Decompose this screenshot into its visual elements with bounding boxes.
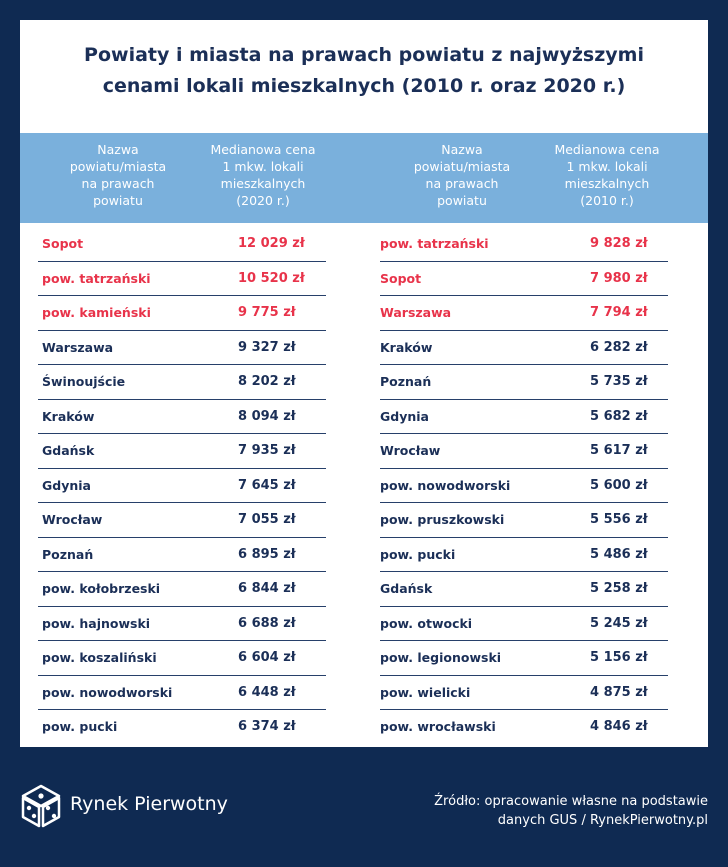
cell-name-2020: Wrocław xyxy=(42,512,103,527)
cell-price-2010: 5 245 zł xyxy=(590,615,648,631)
cell-name-2020: Warszawa xyxy=(42,339,114,355)
cell-price-2020: 9 327 zł xyxy=(238,339,296,355)
cell-price-2020: 9 775 zł xyxy=(238,305,296,320)
source-line-2: danych GUS / RynekPierwotny.pl xyxy=(497,813,708,828)
cell-name-2010: Gdynia xyxy=(380,408,429,424)
cell-name-2020: pow. kamieński xyxy=(42,305,151,320)
cell-name-2010: Wrocław xyxy=(380,443,441,458)
cell-price-2010: 4 846 zł xyxy=(590,719,648,734)
header-name-2010: Nazwa powiatu/miasta na prawach powiatu xyxy=(413,142,511,208)
cell-price-2010: 5 486 zł xyxy=(590,546,648,562)
cell-name-2020: Świnoujście xyxy=(42,374,126,389)
brand-name: Rynek Pierwotny xyxy=(70,793,228,815)
cell-name-2010: Poznań xyxy=(380,374,432,389)
cell-price-2020: 8 094 zł xyxy=(238,408,296,424)
cell-name-2020: Gdańsk xyxy=(42,443,95,458)
cell-price-2010: 5 682 zł xyxy=(590,408,648,424)
cell-name-2020: pow. nowodworski xyxy=(42,684,173,700)
header-price-2020: Medianowa cena 1 mkw. lokali mieszkalnych (2020 r.) xyxy=(210,142,316,208)
cell-price-2010: 7 794 zł xyxy=(590,305,648,320)
cell-price-2010: 6 282 zł xyxy=(590,339,648,355)
cell-name-2010: Kraków xyxy=(380,339,433,355)
title-line-1: Powiaty i miasta na prawach powiatu z najwyższymi xyxy=(84,44,644,66)
cell-price-2020: 6 448 zł xyxy=(238,684,296,700)
cell-name-2010: pow. pucki xyxy=(380,546,456,562)
chart-title xyxy=(20,40,708,102)
source-line-1: Źródło: opracowanie własne na podstawie xyxy=(434,794,708,809)
table-header xyxy=(20,133,708,223)
cell-name-2020: Gdynia xyxy=(42,477,91,493)
cell-name-2010: pow. legionowski xyxy=(380,650,502,665)
cell-name-2010: Sopot xyxy=(380,270,422,286)
cell-price-2010: 5 556 zł xyxy=(590,512,648,527)
cell-price-2020: 6 844 zł xyxy=(238,581,296,596)
table-row xyxy=(20,365,708,400)
cell-name-2020: pow. hajnowski xyxy=(42,615,151,631)
cell-price-2020: 12 029 zł xyxy=(238,236,305,251)
table-card xyxy=(20,20,708,747)
table-row xyxy=(20,641,708,676)
cell-name-2010: Gdańsk xyxy=(380,581,433,596)
cell-price-2010: 5 617 zł xyxy=(590,443,648,458)
table-row xyxy=(20,538,708,573)
table-row xyxy=(20,296,708,331)
cell-price-2020: 6 895 zł xyxy=(238,546,296,562)
cell-price-2010: 5 600 zł xyxy=(590,477,648,493)
cell-price-2020: 6 374 zł xyxy=(238,719,296,734)
cell-name-2020: pow. pucki xyxy=(42,719,118,734)
cell-price-2010: 4 875 zł xyxy=(590,684,648,700)
title-line-2: cenami lokali mieszkalnych (2010 r. oraz 2020 r.) xyxy=(102,75,626,97)
table-row xyxy=(20,400,708,435)
cell-price-2020: 7 645 zł xyxy=(238,477,296,493)
cell-name-2020: Kraków xyxy=(42,408,95,424)
table-row xyxy=(20,262,708,297)
cell-name-2010: Warszawa xyxy=(380,305,452,320)
table-row xyxy=(20,607,708,642)
cell-name-2020: pow. kołobrzeski xyxy=(42,581,161,596)
table-body xyxy=(20,227,708,745)
table-row xyxy=(20,676,708,711)
cell-price-2010: 5 156 zł xyxy=(590,650,648,665)
header-price-2010: Medianowa cena 1 mkw. lokali mieszkalnych (2010 r.) xyxy=(554,142,660,208)
source-note xyxy=(378,792,708,830)
cell-name-2010: pow. wrocławski xyxy=(380,719,496,734)
table-row xyxy=(20,469,708,504)
header-name-2020: Nazwa powiatu/miasta na prawach powiatu xyxy=(69,142,167,208)
table-row xyxy=(20,503,708,538)
cell-name-2020: Poznań xyxy=(42,546,94,562)
cell-name-2010: pow. pruszkowski xyxy=(380,512,505,527)
cell-name-2020: pow. tatrzański xyxy=(42,270,151,286)
table-row xyxy=(20,434,708,469)
cube-logo-icon xyxy=(20,784,62,828)
cell-name-2020: pow. koszaliński xyxy=(42,650,157,665)
cell-price-2010: 9 828 zł xyxy=(590,236,648,251)
cell-price-2020: 8 202 zł xyxy=(238,374,296,389)
cell-price-2020: 7 935 zł xyxy=(238,443,296,458)
table-row xyxy=(20,227,708,262)
cell-name-2020: Sopot xyxy=(42,236,84,251)
table-row xyxy=(20,572,708,607)
table-row xyxy=(20,710,708,745)
cell-price-2020: 6 688 zł xyxy=(238,615,296,631)
cell-price-2020: 7 055 zł xyxy=(238,512,296,527)
cell-name-2010: pow. wielicki xyxy=(380,684,471,700)
cell-price-2020: 10 520 zł xyxy=(238,270,305,286)
table-row xyxy=(20,331,708,366)
cell-price-2010: 5 258 zł xyxy=(590,581,648,596)
cell-name-2010: pow. nowodworski xyxy=(380,477,511,493)
cell-name-2010: pow. tatrzański xyxy=(380,236,489,251)
cell-name-2010: pow. otwocki xyxy=(380,615,473,631)
cell-price-2020: 6 604 zł xyxy=(238,650,296,665)
cell-price-2010: 5 735 zł xyxy=(590,374,648,389)
cell-price-2010: 7 980 zł xyxy=(590,270,648,286)
